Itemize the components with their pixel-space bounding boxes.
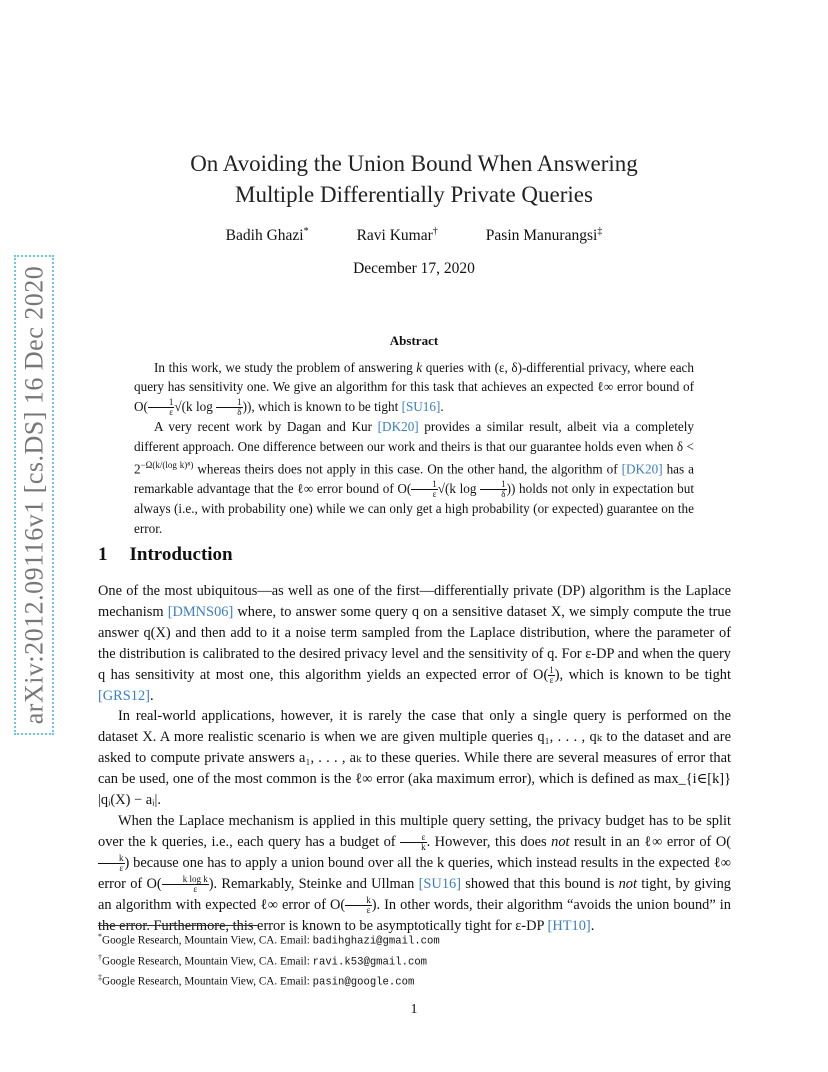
email-address[interactable]: ravi.k53@gmail.com (312, 956, 428, 969)
section-number: 1 (98, 544, 108, 565)
title-line-1: On Avoiding the Union Bound When Answering (190, 151, 638, 176)
citation-link[interactable]: [SU16] (401, 398, 441, 414)
introduction-body (98, 581, 731, 936)
footnote: *Google Research, Mountain View, CA. Email: badihghazi@gmail.com (98, 932, 440, 948)
citation-link[interactable]: [GRS12] (98, 687, 150, 704)
author: Pasin Manurangsi‡ (485, 226, 603, 245)
section-title: Introduction (129, 544, 233, 565)
footnote: ‡Google Research, Mountain View, CA. Email: pasin@google.com (98, 973, 415, 990)
author-list (0, 226, 828, 245)
abstract-paragraph: In this work, we study the problem of answering k queries with (ε, δ)-differential privacy, where each query has sensitivity one. We give an algorithm for this task that achieves an expected ℓ∞ error bound of O( $\frac{1}{\varepsilon}$ √(k log $\frac{1}{\delta}$ )), which is known to be tight [SU16]. (134, 360, 694, 418)
body-paragraph: One of the most ubiquitous—as well as one of the first—differentially private (DP) algorithm is the Laplace mechanism [DMNS06] where, to answer some query q on a sensitive dataset X, we simply compute the true answer q(X) and then add to it a noise term sampled from the Laplace distribution, where the parameter of the distribution is calibrated to the desired privacy level and the sensitivity of q. For ε-DP and when the query q has sensitivity at most one, this algorithm yields an expected error of O( $\frac{1}{\varepsilon}$ ), which is known to be tight [GRS12]. (98, 583, 732, 704)
author: Ravi Kumar† (356, 226, 438, 245)
footnote-divider (98, 925, 258, 926)
citation-link[interactable]: [DMNS06] (167, 603, 234, 620)
arxiv-identifier: arXiv:2012.09116v1 [cs.DS] 16 Dec 2020 (19, 265, 48, 725)
author: Badih Ghazi* (225, 226, 309, 245)
abstract-heading: Abstract (389, 333, 439, 348)
footnotes (98, 929, 440, 991)
email-address[interactable]: badihghazi@gmail.com (312, 935, 440, 948)
citation-link[interactable]: [DK20] (377, 419, 419, 435)
citation-link[interactable]: [SU16] (418, 875, 461, 892)
citation-link[interactable]: [HT10] (547, 917, 591, 934)
body-paragraph: When the Laplace mechanism is applied in this multiple query setting, the privacy budget has to be split over the k queries, i.e., each query has a budget of $\frac{\varepsilon}{k}$ . However, this does not result in an ℓ∞ error of O( $\frac{k}{\varepsilon}$ ) because one has to apply a union bound over all the k queries, which instead results in the expected ℓ∞ error of O( $\frac{\text{k log k}}{\varepsilon}$ ). Remarkably, Steinke and Ullman [SU16] showed that this bound is not tight, by giving an algorithm with expected ℓ∞ error of O( $\frac{k}{\varepsilon}$ ). In other words, their algorithm “avoids the union bound” in the error. Furthermore, this error is known to be asymptotically tight for ε-DP [HT10]. (98, 812, 732, 934)
arxiv-stamp (14, 255, 54, 735)
paper-date: December 17, 2020 (353, 260, 475, 277)
paper-title (0, 148, 828, 210)
citation-link[interactable]: [DK20] (621, 461, 663, 477)
title-line-2: Multiple Differentially Private Queries (235, 182, 593, 207)
body-paragraph: In real-world applications, however, it is rarely the case that only a single query is performed on the dataset X. A more realistic scenario is when we are given multiple queries q₁, . . . , qₖ to the dataset and are asked to compute private answers a₁, . . . , aₖ to these queries. While there are several measures of error that can be used, one of the most common is the ℓ∞ error (aka maximum error), which is defined as max_{i∈[k]} |qᵢ(X) − aᵢ|. (98, 708, 731, 809)
section-heading (98, 544, 233, 566)
abstract-paragraph: A very recent work by Dagan and Kur [DK20] provides a similar result, albeit via a completely different approach. One difference between our work and theirs is that our guarantee holds even when $\delta < 2^{-\Omega(k/(log k)^8)}$ whereas theirs does not apply in this case. On the other hand, the algorithm of [DK20] has a remarkable advantage that the ℓ∞ error bound of O( $\frac{1}{\varepsilon}$ √(k log $\frac{1}{\delta}$ )) holds not only in expectation but always (i.e., with probability one) while we can only get a high probability (or expected) guarantee on the error. (134, 419, 695, 536)
abstract-body (134, 358, 694, 538)
email-address[interactable]: pasin@google.com (312, 977, 415, 990)
page-number: 1 (410, 1002, 418, 1017)
footnote: †Google Research, Mountain View, CA. Email: ravi.k53@gmail.com (98, 952, 428, 969)
